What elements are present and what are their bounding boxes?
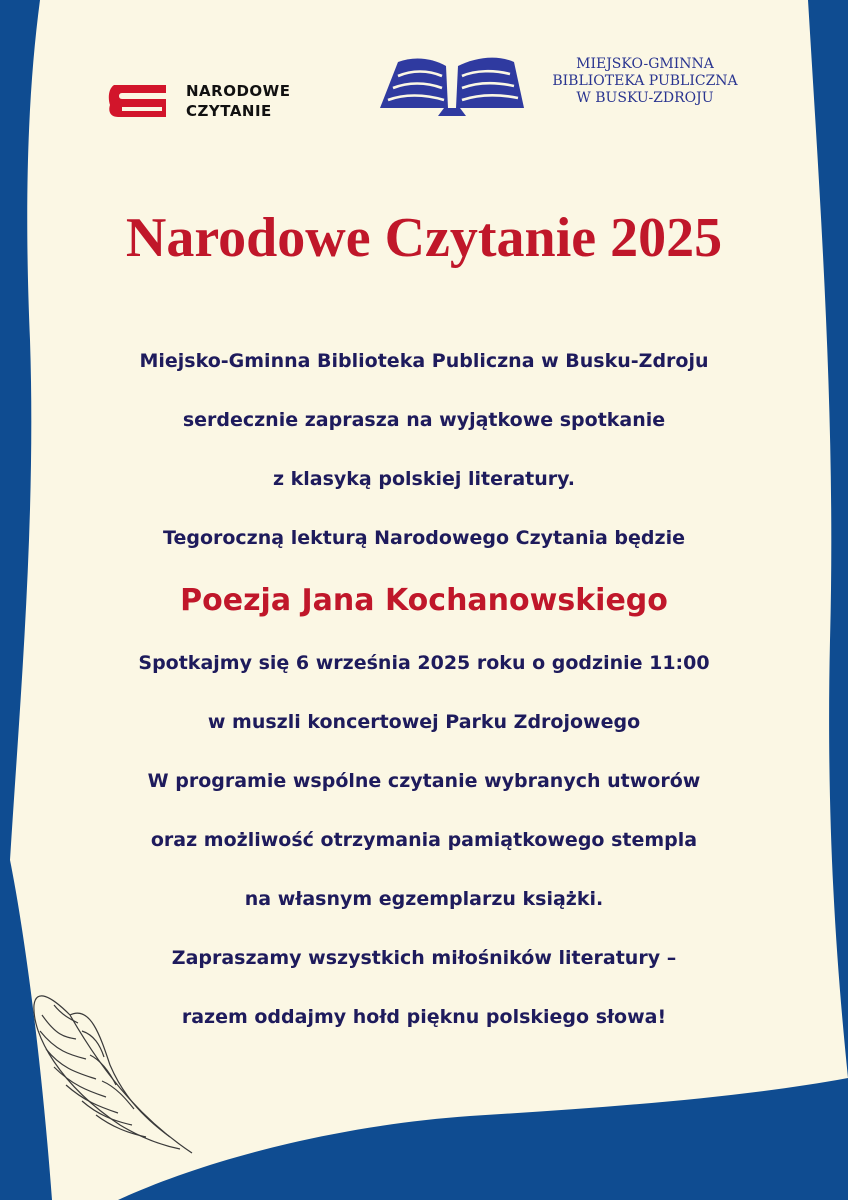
details-line: oraz możliwość otrzymania pamiątkowego stempla	[150, 829, 698, 851]
intro-line: Tegoroczną lekturą Narodowego Czytania będzie	[163, 527, 685, 549]
feather-quill-icon	[30, 975, 200, 1160]
details-line: razem oddajmy hołd pięknu polskiego słowa!	[181, 1006, 667, 1028]
featured-work-heading: Poezja Jana Kochanowskiego	[180, 583, 668, 618]
poster-title: Narodowe Czytanie 2025	[125, 207, 723, 269]
narodowe-czytanie-logo	[108, 78, 308, 124]
details-line: na własnym egzemplarzu książki.	[244, 888, 604, 910]
details-line: w muszli koncertowej Parku Zdrojowego	[207, 711, 641, 733]
open-book-logo-icon	[378, 52, 526, 116]
nc-logo-line2: CZYTANIE	[186, 102, 272, 120]
library-logo-line3: W BUSKU-ZDROJU	[576, 90, 714, 106]
details-line: Spotkajmy się 6 września 2025 roku o godzinie 11:00	[138, 652, 710, 674]
nc-logo-line1: NARODOWE	[186, 82, 291, 100]
poster-body	[0, 332, 848, 1047]
details-line: W programie wspólne czytanie wybranych utworów	[147, 770, 701, 792]
library-logo-line2: BIBLIOTEKA PUBLICZNA	[552, 73, 738, 89]
library-logo-line1: MIEJSKO-GMINNA	[576, 56, 714, 72]
intro-line: Miejsko-Gminna Biblioteka Publiczna w Busku-Zdroju	[139, 350, 709, 372]
red-book-logo-icon	[108, 81, 172, 121]
library-logo-text	[540, 56, 750, 107]
intro-line: serdecznie zaprasza na wyjątkowe spotkanie	[182, 409, 666, 431]
intro-line: z klasyką polskiej literatury.	[272, 468, 576, 490]
details-line: Zapraszamy wszystkich miłośników literatury –	[171, 947, 677, 969]
